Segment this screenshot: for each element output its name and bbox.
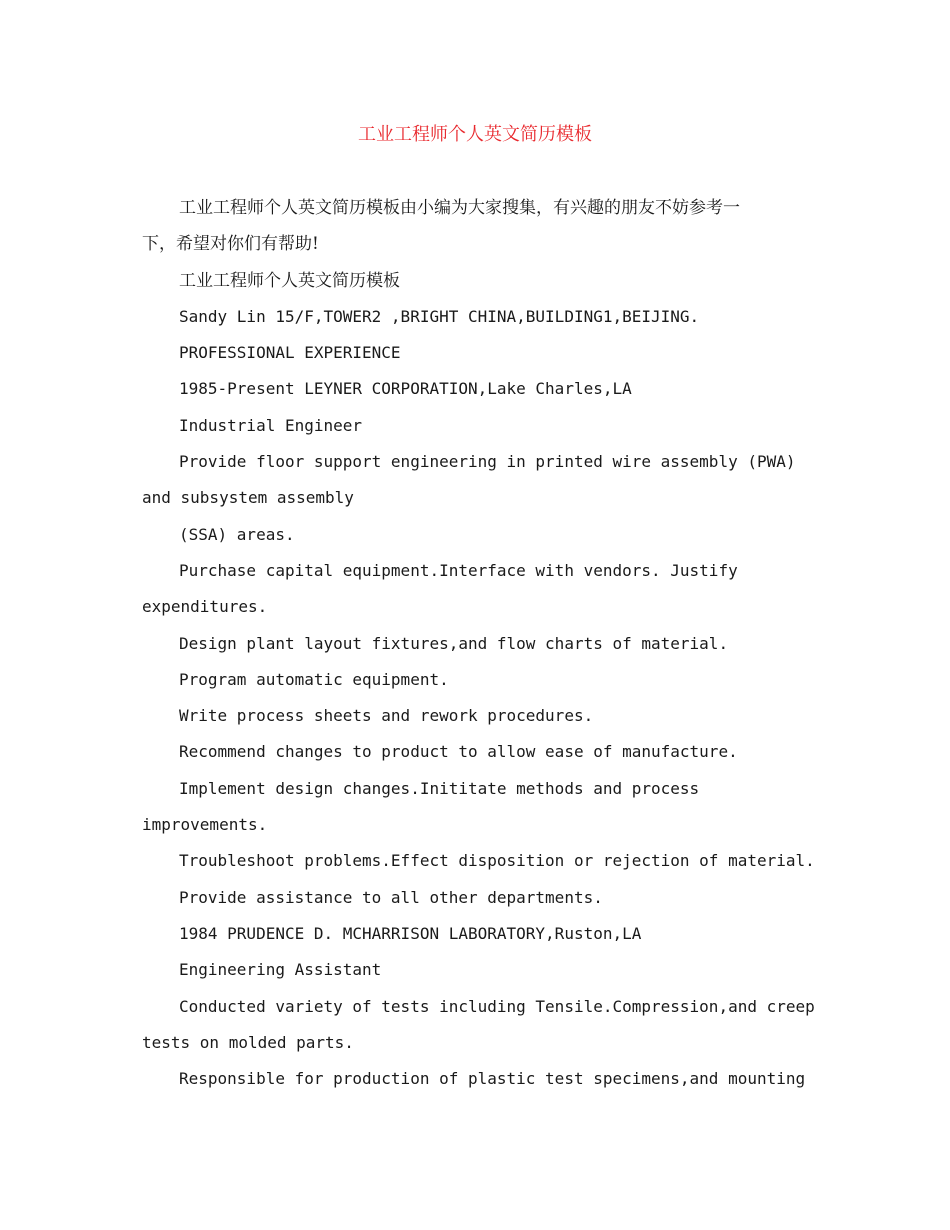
resume-subheading: 工业工程师个人英文简历模板 bbox=[179, 270, 400, 291]
document-title: 工业工程师个人英文简历模板 bbox=[358, 124, 592, 145]
duty-line: Responsible for production of plastic test specimens,and mounting bbox=[179, 1069, 806, 1089]
intro-paragraph-line: 工业工程师个人英文简历模板由小编为大家搜集，有兴趣的朋友不妨参考一 bbox=[179, 198, 740, 218]
employer-line: 1985-Present LEYNER CORPORATION,Lake Charles,LA bbox=[179, 379, 632, 399]
duty-line: Purchase capital equipment.Interface with vendors. Justify bbox=[179, 560, 738, 580]
duty-line-continued: and subsystem assembly bbox=[142, 488, 354, 508]
document-body bbox=[142, 190, 815, 1097]
duty-line: Provide assistance to all other departments. bbox=[179, 887, 603, 907]
duty-line: Program automatic equipment. bbox=[179, 669, 449, 689]
employer-line: 1984 PRUDENCE D. MCHARRISON LABORATORY,Ruston,LA bbox=[179, 923, 642, 943]
duty-line: Conducted variety of tests including Tensile.Compression,and creep bbox=[179, 996, 815, 1016]
duty-line-continued: improvements. bbox=[142, 815, 268, 835]
duty-line: Write process sheets and rework procedures. bbox=[179, 706, 594, 726]
contact-line: Sandy Lin 15/F,TOWER2 ,BRIGHT CHINA,BUILDING1,BEIJING. bbox=[179, 306, 700, 326]
duty-line: Implement design changes.Inititate methods and process bbox=[179, 778, 700, 798]
duty-line: Design plant layout fixtures,and flow charts of material. bbox=[179, 633, 729, 653]
job-title: Engineering Assistant bbox=[179, 960, 382, 980]
duty-line: Troubleshoot problems.Effect disposition or rejection of material. bbox=[179, 851, 815, 871]
duty-line: Recommend changes to product to allow ease of manufacture. bbox=[179, 742, 738, 762]
duty-line: (SSA) areas. bbox=[179, 524, 295, 544]
duty-line: Provide floor support engineering in printed wire assembly (PWA) bbox=[179, 452, 796, 472]
section-heading: PROFESSIONAL EXPERIENCE bbox=[179, 343, 401, 363]
duty-line-continued: expenditures. bbox=[142, 597, 268, 617]
job-title: Industrial Engineer bbox=[179, 415, 363, 435]
intro-paragraph-line: 下，希望对你们有帮助! bbox=[142, 234, 319, 255]
duty-line-continued: tests on molded parts. bbox=[142, 1032, 354, 1052]
